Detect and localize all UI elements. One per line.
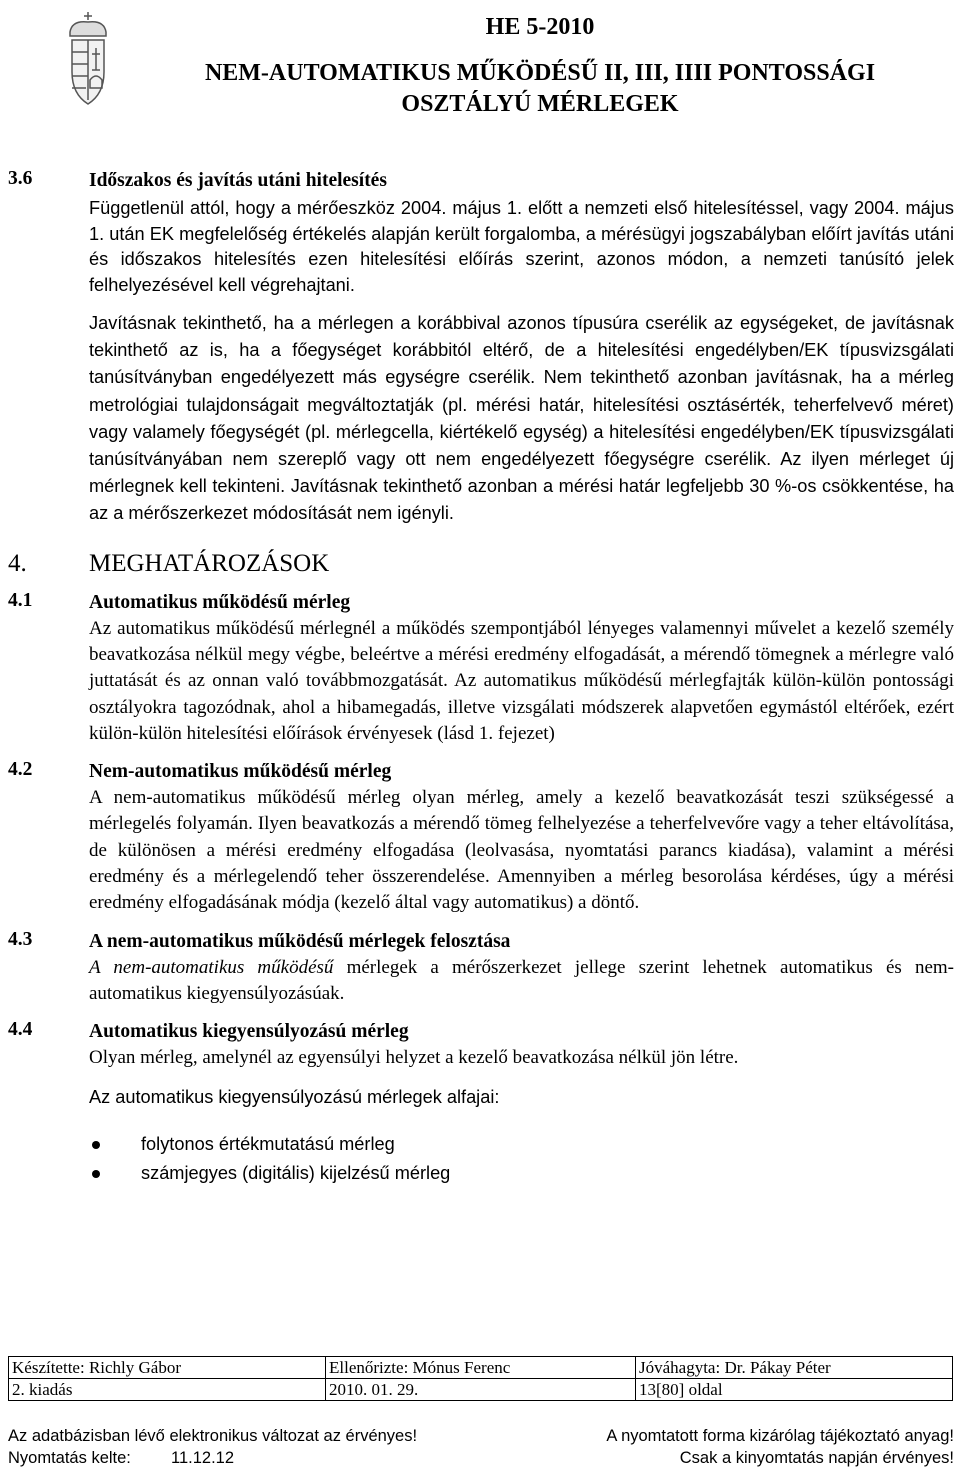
section-paragraph: A nem-automatikus működésű mérleg olyan mérleg, amely a kezelő beavatkozását teszi szükségessé a mérlegelés folyamán. Ilyen beavatkozás a mérendő tömeg felhelyezése a teherfelvevőre vagy a teher eltávolítása, de különösen a mérési eredmény elfogadása (leolvasása, nyomtatási parancs kiadása), valamint a mérési eredmény és a mérlegelendő teher összerendelése. Amennyiben a mérleg besorolása kérdéses, úgy a mérési eredmény elfogadásának módja (kezelő által vagy automatikus) a döntő. xyxy=(89,787,954,914)
section-title: MEGHATÁROZÁSOK xyxy=(89,549,330,577)
section-number: 4.3 xyxy=(8,928,33,950)
section-number: 4. xyxy=(8,549,27,577)
section-title: Időszakos és javítás utáni hitelesítés xyxy=(89,170,387,191)
page-header xyxy=(0,0,960,130)
section-paragraph: Függetlenül attól, hogy a mérőeszköz 2004. május 1. előtt a nemzeti első hitelesítéssel, vagy 2004. május 1. után EK megfelelőség értékelés alapján került forgalomba, a mérésügyi jogszabályban előírt javítás utáni és időszakos hitelesítés ezen hitelesítési előírás szerint, azonos módon, a nemzeti tanúsító jelek felhelyezésével kell végrehajtani. xyxy=(89,198,954,295)
validity-note: Csak a kinyomtatás napján érvényes! xyxy=(679,1449,954,1467)
table-cell: Készítette: Richly Gábor xyxy=(9,1357,326,1379)
section-number: 4.2 xyxy=(8,759,33,781)
section-4-2 xyxy=(0,759,960,916)
section-3-6 xyxy=(0,168,960,528)
subtype-list xyxy=(89,1130,960,1188)
approval-table xyxy=(8,1356,953,1401)
section-title: Nem-automatikus működésű mérleg xyxy=(89,761,392,783)
section-paragraph: Az automatikus kiegyensúlyozású mérlegek alfajai: xyxy=(89,1086,500,1107)
table-cell: Ellenőrizte: Mónus Ferenc xyxy=(326,1357,636,1379)
paragraph-text: mérlegek a mérőszerkezet jellege szerint lehetnek automatikus és nem-automatikus kiegyensúlyozásúak. xyxy=(89,956,954,1004)
section-title: A nem-automatikus működésű mérlegek felosztása xyxy=(89,930,511,952)
section-paragraph: Olyan mérleg, amelynél az egyensúlyi helyzet a kezelő beavatkozása nélkül jön létre. xyxy=(89,1047,739,1069)
table-cell: 13[80] oldal xyxy=(636,1379,953,1401)
document-title-line-2: OSZTÁLYÚ MÉRLEGEK xyxy=(401,91,679,117)
document-title-line-1: NEM-AUTOMATIKUS MŰKÖDÉSŰ II, III, IIII PONTOSSÁGI xyxy=(204,60,876,86)
section-4-heading xyxy=(0,548,960,588)
print-date-value: 11.12.12 xyxy=(171,1449,235,1467)
section-title: Automatikus működésű mérleg xyxy=(89,591,351,613)
section-4-4 xyxy=(0,1019,960,1188)
section-paragraph: Az automatikus működésű mérlegnél a működés szempontjából lényeges valamennyi művelet a kezelő személy beavatkozása nélkül megy végbe, beleértve a mérési eredmény elfogadását, a mérendő tömegnek a mérlegre való juttatását és az onnan való továbbmozgatását. Az automatikus működésű mérlegfajták külön-külön pontossági osztályokra tagozódnak, ahol a hibamegadás, illetve vizsgálati módszerek alapvetően egymástól eltérőek, ezért külön-külön hitelesítési előírások érvényesek (lásd 1. fejezet) xyxy=(89,617,954,744)
section-paragraph: Javításnak tekinthető, ha a mérlegen a korábbival azonos típusúra cserélik az egységeket, de javításnak tekinthető az is, ha a főegységet korábbitól eltérő, de a hitelesítési engedélyben/EK típusvizsgálati tanúsítványban engedélyezett más egységre cserélik. Nem tekinthető azonban javításnak, ha a mérleg metrológiai tulajdonságait megváltoztatják (pl. mérési határ, hitelesítési osztásérték, teherfelvevő méret) vagy valamely főegységét (pl. mérlegcella, kiértékelő egység) a hitelesítési engedélyben/EK típusvizsgálati tanúsítványában nem szereplő vagy ott nem engedélyezett főegységre cserélik. Az ilyen mérleget új mérlegnek kell tekinteni. Javításnak tekinthető azonban a mérési határ legfeljebb 30 %-os csökkentése, ha az a mérőszerkezet módosítását nem igényli. xyxy=(89,313,954,524)
document-code: HE 5-2010 xyxy=(485,14,595,40)
list-item xyxy=(89,1159,960,1188)
section-number: 4.1 xyxy=(8,589,33,611)
list-item xyxy=(89,1130,960,1159)
coat-of-arms-icon xyxy=(58,10,118,110)
section-title: Automatikus kiegyensúlyozású mérleg xyxy=(89,1021,409,1043)
footer-note-right: A nyomtatott forma kizárólag tájékoztató anyag! xyxy=(606,1427,954,1445)
section-number: 3.6 xyxy=(8,168,33,189)
list-item-label: folytonos értékmutatású mérleg xyxy=(141,1133,395,1154)
document-title xyxy=(120,58,960,120)
bullet-icon xyxy=(92,1170,100,1178)
table-cell: 2010. 01. 29. xyxy=(326,1379,636,1401)
section-4-1 xyxy=(0,590,960,747)
italic-term: A nem-automatikus működésű xyxy=(89,956,334,978)
footer-note-left: Az adatbázisban lévő elektronikus változat az érvényes! xyxy=(8,1427,418,1445)
table-row xyxy=(9,1357,953,1379)
table-row xyxy=(9,1379,953,1401)
bullet-icon xyxy=(92,1141,100,1149)
section-4-3 xyxy=(0,929,960,1008)
section-number: 4.4 xyxy=(8,1019,33,1041)
section-paragraph xyxy=(89,955,954,1008)
table-cell: Jóváhagyta: Dr. Pákay Péter xyxy=(636,1357,953,1379)
table-cell: 2. kiadás xyxy=(9,1379,326,1401)
list-item-label: számjegyes (digitális) kijelzésű mérleg xyxy=(141,1162,451,1183)
print-date-label: Nyomtatás kelte: xyxy=(8,1449,131,1467)
page-content xyxy=(0,168,960,1206)
